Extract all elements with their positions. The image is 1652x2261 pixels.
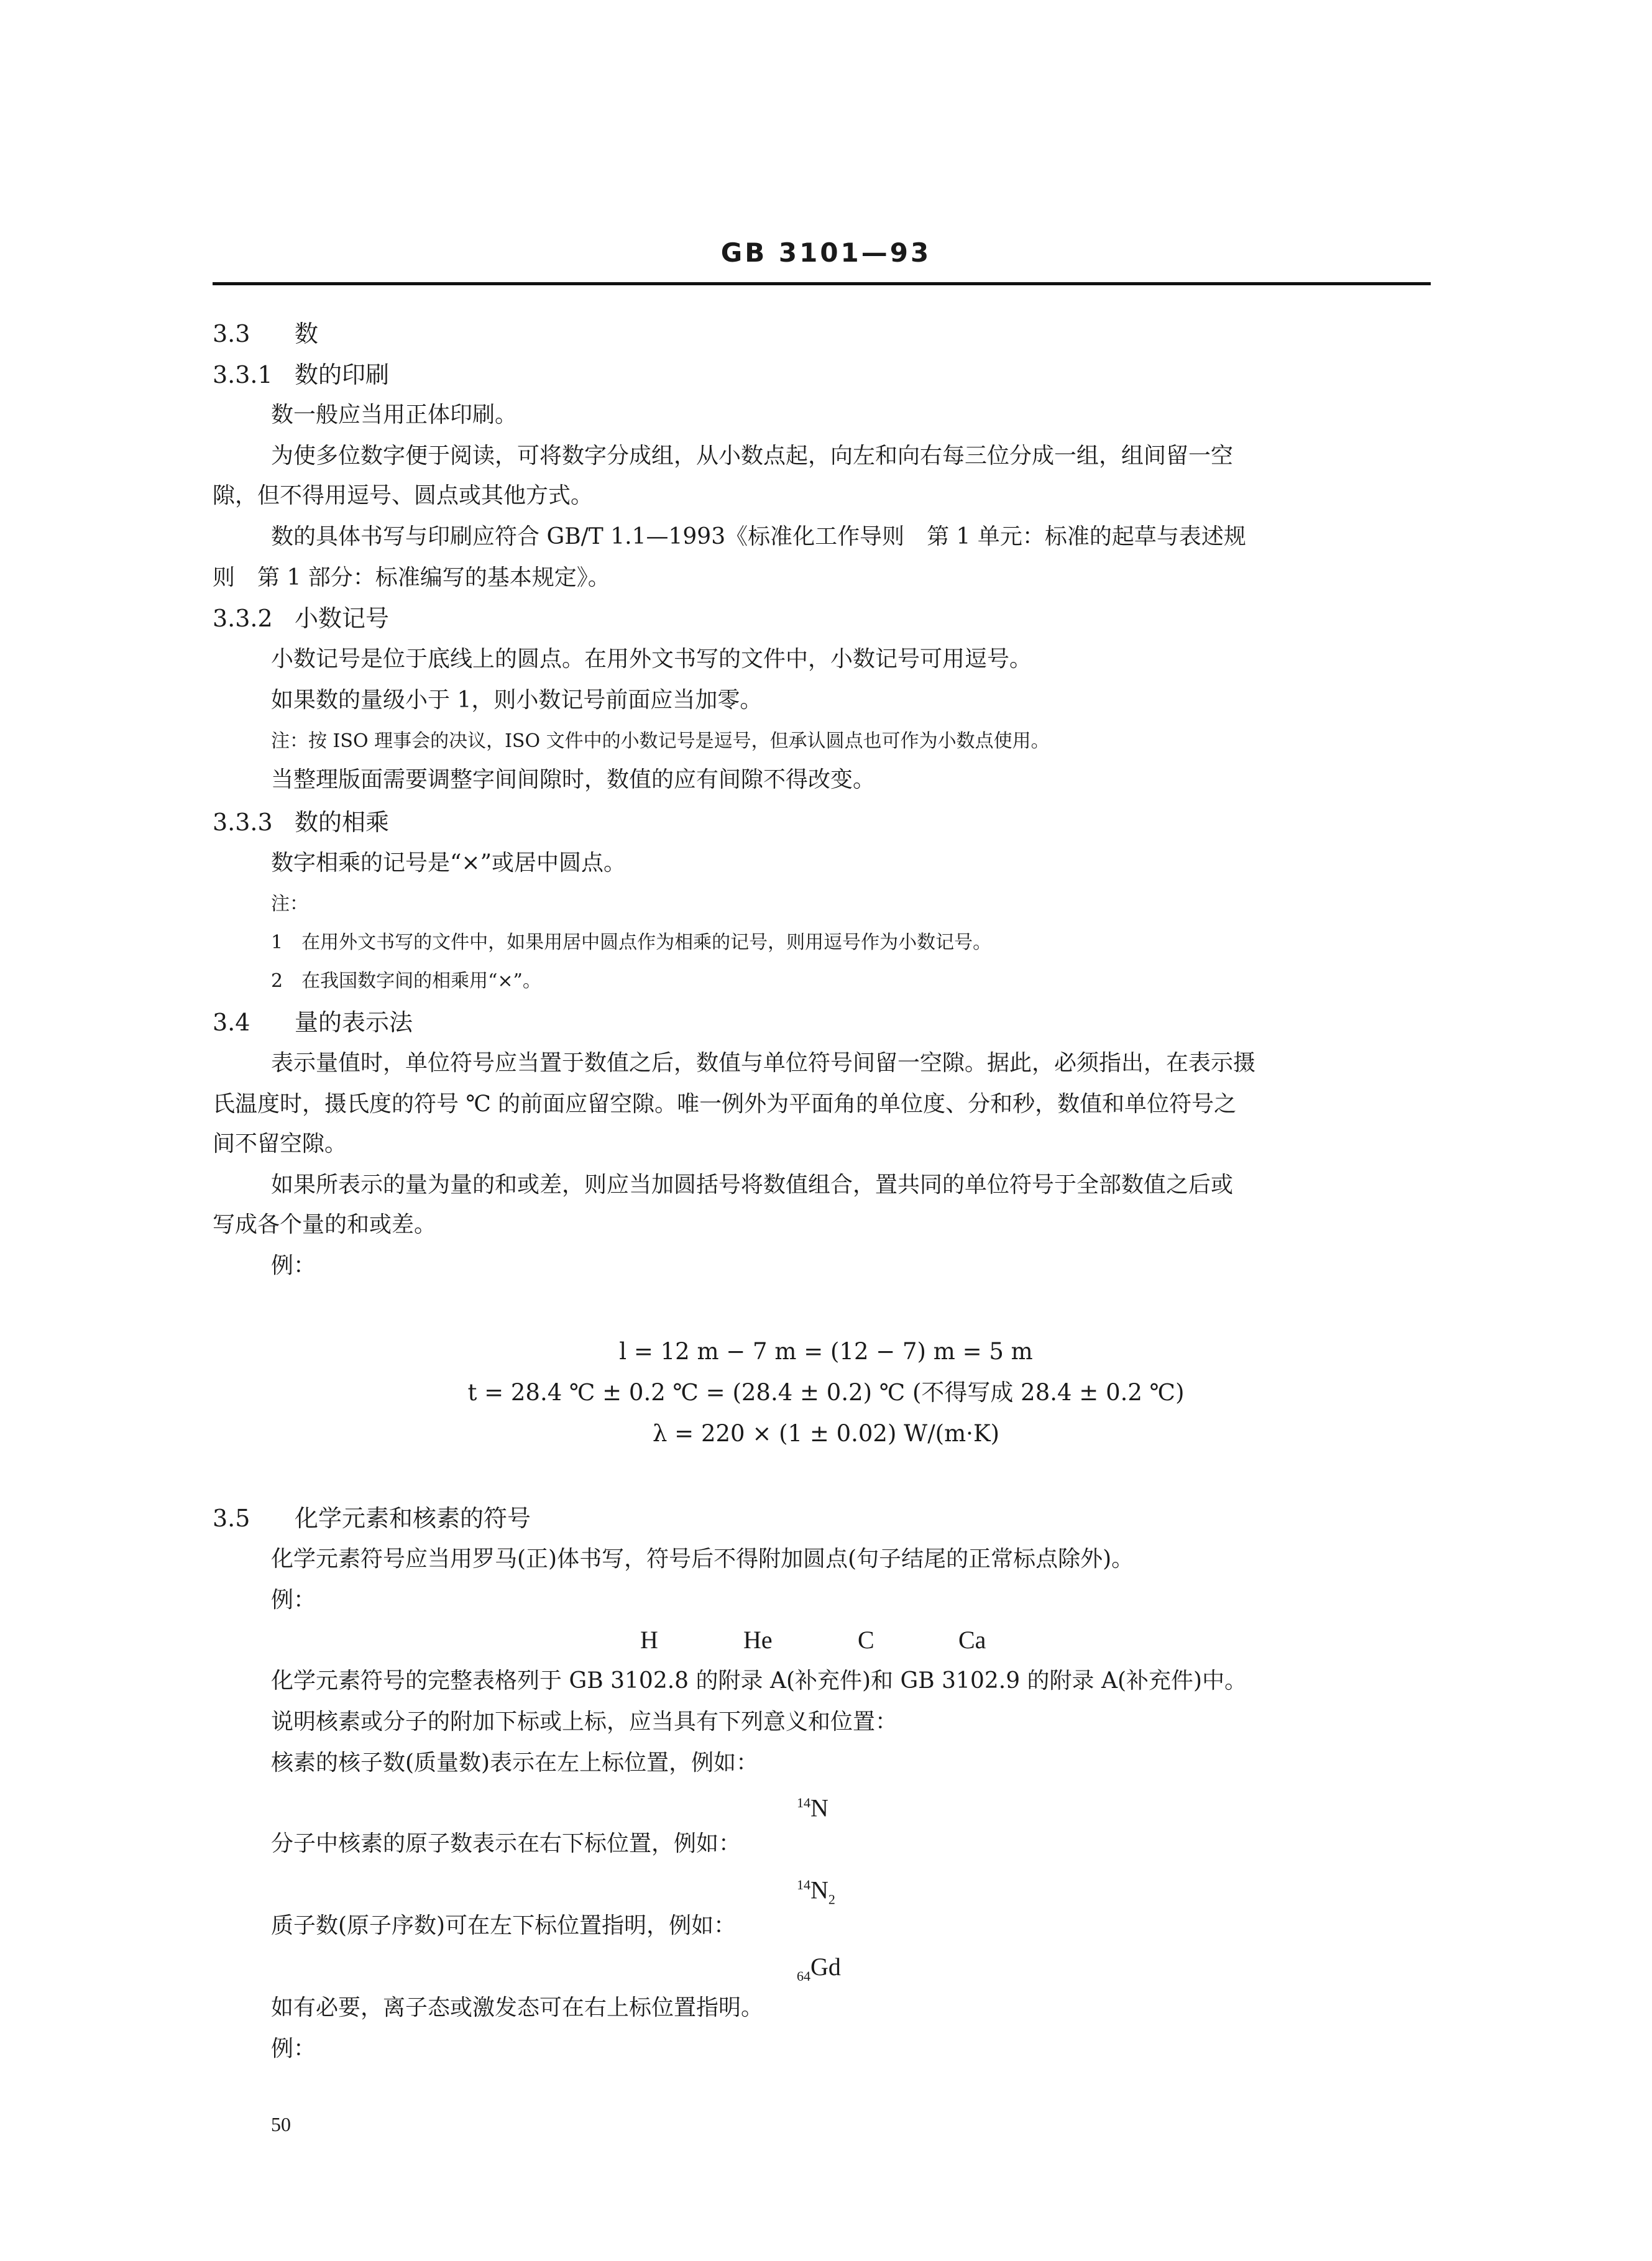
section-number: 3.3.1 [213, 361, 273, 388]
paragraph: 核素的核子数(质量数)表示在左上标位置，例如： [271, 1750, 759, 1776]
note-label: 注： [271, 893, 308, 915]
example-label: 例： [271, 1587, 316, 1613]
equation: t = 28.4 ℃ ± 0.2 ℃ = (28.4 ± 0.2) ℃ (不得写成 28.4 ± 0.2 ℃) [467, 1379, 1185, 1406]
section-3-3 [213, 318, 318, 349]
paragraph: 如果数的量级小于 1，则小数记号前面应当加零。 [271, 687, 763, 713]
example-label: 例： [271, 1253, 316, 1278]
atomic-number: 64 [797, 1968, 810, 1984]
section-3-4 [213, 1007, 413, 1038]
paragraph: 当整理版面需要调整字间间隙时，数值的应有间隙不得改变。 [271, 767, 876, 792]
paragraph: 如有必要，离子态或激发态可在右上标位置指明。 [271, 1995, 764, 2020]
note: 注：按 ISO 理事会的决议，ISO 文件中的小数记号是逗号，但承认圆点也可作为小数点使用。 [271, 730, 1050, 752]
element-symbol: N [810, 1876, 828, 1904]
paragraph: 质子数(原子序数)可在左下标位置指明，例如： [271, 1913, 737, 1938]
note-item: 1 在用外文书写的文件中，如果用居中圆点作为相乘的记号，则用逗号作为小数记号。 [271, 932, 992, 953]
header-rule [213, 282, 1431, 285]
paragraph: 隙，但不得用逗号、圆点或其他方式。 [213, 483, 594, 508]
paragraph: 为使多位数字便于阅读，可将数字分成组，从小数点起，向左和向右每三位分成一组，组间留一空 [271, 443, 1234, 469]
note-item: 2 在我国数字间的相乘用“×”。 [271, 970, 541, 992]
page-number: 50 [271, 2113, 291, 2135]
element-symbol: H [640, 1626, 658, 1654]
element-symbol: Gd [810, 1953, 841, 1981]
section-3-3-1 [213, 359, 389, 390]
section-3-3-2 [213, 603, 389, 634]
paragraph: 则 第 1 部分：标准编写的基本规定》。 [213, 565, 610, 590]
isotope-example [797, 1869, 835, 1915]
page-header: GB 3101—93 [720, 237, 932, 268]
isotope-example [797, 1951, 841, 1992]
paragraph: 数的具体书写与印刷应符合 GB/T 1.1—1993《标准化工作导则 第 1 单元：标准的起草与表述规 [271, 524, 1246, 549]
section-number: 3.3 [213, 320, 250, 347]
paragraph: 数一般应当用正体印刷。 [271, 402, 518, 428]
section-number: 3.3.3 [213, 809, 273, 836]
section-3-3-3 [213, 807, 389, 838]
section-title: 数的印刷 [295, 361, 390, 388]
mass-number: 14 [797, 1795, 810, 1810]
section-title: 数 [295, 320, 319, 347]
paragraph: 化学元素符号的完整表格列于 GB 3102.8 的附录 A(补充件)和 GB 3102.9 的附录 A(补充件)中。 [271, 1668, 1247, 1694]
element-symbol: N [810, 1794, 828, 1822]
paragraph: 分子中核素的原子数表示在右下标位置，例如： [271, 1831, 741, 1856]
element-symbol: He [743, 1626, 773, 1654]
section-title: 数的相乘 [295, 809, 390, 836]
element-symbol: Ca [958, 1626, 986, 1654]
equation: λ = 220 × (1 ± 0.02) W/(m·K) [652, 1420, 1000, 1447]
section-number: 3.3.2 [213, 605, 273, 632]
section-3-5 [213, 1503, 531, 1534]
section-number: 3.4 [213, 1009, 250, 1036]
section-title: 量的表示法 [295, 1009, 413, 1036]
paragraph: 说明核素或分子的附加下标或上标，应当具有下列意义和位置： [271, 1709, 898, 1735]
paragraph: 写成各个量的和或差。 [213, 1212, 437, 1237]
element-symbol: C [858, 1626, 874, 1654]
isotope-example [797, 1787, 828, 1823]
paragraph: 间不留空隙。 [213, 1131, 347, 1157]
paragraph: 化学元素符号应当用罗马(正)体书写，符号后不得附加圆点(句子结尾的正常标点除外)。 [271, 1546, 1134, 1572]
section-title: 化学元素和核素的符号 [295, 1505, 531, 1532]
section-title: 小数记号 [295, 605, 390, 632]
equation: l = 12 m − 7 m = (12 − 7) m = 5 m [619, 1338, 1033, 1365]
mass-number: 14 [797, 1877, 810, 1892]
atom-count: 2 [828, 1891, 835, 1907]
paragraph: 数字相乘的记号是“×”或居中圆点。 [271, 850, 626, 876]
paragraph: 氏温度时，摄氏度的符号 ℃ 的前面应留空隙。唯一例外为平面角的单位度、分和秒，数值和单位符号之 [213, 1091, 1237, 1117]
paragraph: 如果所表示的量为量的和或差，则应当加圆括号将数值组合，置共同的单位符号于全部数值之后或 [271, 1172, 1234, 1198]
section-number: 3.5 [213, 1505, 250, 1532]
paragraph: 表示量值时，单位符号应当置于数值之后，数值与单位符号间留一空隙。据此，必须指出，在表示摄 [271, 1050, 1256, 1076]
example-label: 例： [271, 2036, 316, 2062]
paragraph: 小数记号是位于底线上的圆点。在用外文书写的文件中，小数记号可用逗号。 [271, 646, 1032, 672]
